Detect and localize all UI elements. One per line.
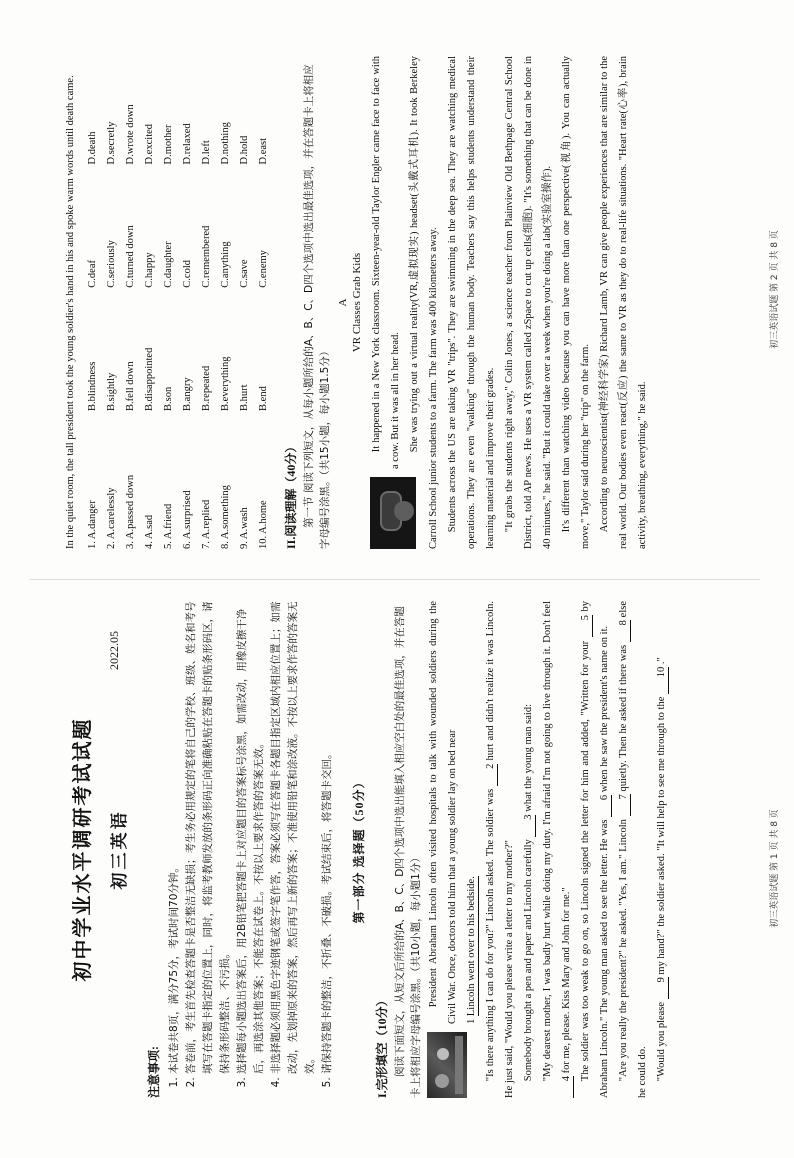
cloze-text: when he saw the president's name on it. — [599, 625, 610, 793]
option-cell: D.secretly — [106, 121, 117, 165]
notes-list — [166, 601, 336, 1098]
cloze-text: my hand?" the soldier asked. "It will help to see me through to the — [656, 696, 667, 975]
cloze-blank: 3 — [522, 815, 536, 837]
option-cell: C.deaf — [87, 260, 98, 288]
part-one-title: 第一部分 选择题（50分） — [352, 775, 366, 924]
cloze-paragraph — [462, 601, 481, 1098]
option-cell: 10. A.home — [258, 500, 269, 549]
option-cell: D.mother — [163, 124, 174, 165]
passage-a-paragraph: According to neuroscientist(神经科学家) Richard Lamb, VR can give people experiences that are similar to the real world. Our bodies even react(反应) the same to VR as they do to real-life situations. "Heart rate(心率), brain activity, breathing, everything," he said. — [599, 56, 648, 549]
option-cell: D.excited — [144, 123, 155, 165]
option-cell: 5. A.friend — [163, 503, 174, 549]
option-cell: B.fell down — [125, 361, 136, 411]
passage-a-paragraph: She was trying out a virtual reality(VR,虚拟现实) headset(头戴式耳机). It took Berkeley Carroll School junior students to a farm. The farm was 400 kilometers away. — [409, 56, 439, 549]
page-1-footer: 初三英语试题 第 1 页 共 8 页 — [770, 809, 780, 928]
option-cell: B.angry — [182, 377, 193, 411]
option-cell: C.cold — [182, 260, 193, 288]
option-cell: D.nothing — [220, 122, 231, 165]
passage-a-paragraph: "It grabs the students right away," Colin Jones, a science teacher from Plainview Old Bethpage Central School District, told AP news. He uses a VR system called zSpace to cut up cells(细胞). "It's something that can be done in 40 minutes," he said. "But it could take over a week when you're doing a lab(实验室操作). — [504, 56, 553, 549]
page-2-footer: 初三英语试题 第 2 页 共 8 页 — [770, 230, 780, 349]
option-cell: C.save — [239, 259, 250, 288]
option-cell: C.anything — [220, 241, 231, 288]
cloze-text: what the young man said: — [523, 703, 534, 812]
cloze-text: "Are you really the president?" he asked. "Yes, I am." Lincoln — [618, 819, 629, 1082]
option-row — [103, 56, 122, 549]
cloze-blank: Lincoln went over to his bedside. — [466, 876, 477, 1017]
passage-a-body — [367, 56, 652, 549]
cloze-section-heading: I.完形填空（10分） — [375, 994, 389, 1098]
note-item: 4. 非选择题必须用黑色字迹钢笔或签字笔作答，答案必须写在答题卡各题目指定区域内相应位置上；如需改动，先划掉原来的答案，然后再写上新的答案；不准使用铅笔和涂改液。不按以上要求作答的答案无效。 — [268, 601, 319, 1074]
option-cell: C.enemy — [258, 250, 269, 288]
option-row — [160, 56, 179, 549]
cloze-blank: 8 — [617, 620, 631, 642]
option-row — [141, 56, 160, 549]
option-cell: 2. A.carelessly — [106, 487, 117, 549]
cloze-body — [424, 601, 671, 1098]
cloze-paragraph — [519, 601, 538, 1098]
hospital-photo — [427, 1032, 467, 1098]
cloze-text: The soldier was too weak to go on, so Lincoln signed the letter for him and added, "Written for your — [580, 640, 591, 1082]
option-cell: 1. A.danger — [87, 500, 98, 549]
option-cell: 9. A.wash — [239, 507, 250, 549]
option-row — [198, 56, 217, 549]
cloze-text: President Abraham Lincoln often visited hospitals to talk with wounded soldiers during the Civil War. Once, doctors told him that a young soldier lay on bed near — [428, 601, 458, 1024]
option-row — [255, 56, 274, 549]
cloze-paragraph — [481, 601, 519, 1098]
option-cell: B.hurt — [239, 384, 250, 411]
option-cell: 7. A.replied — [201, 499, 212, 549]
cloze-blank: 7 — [617, 794, 631, 816]
cloze-text: 1 — [466, 1018, 477, 1024]
option-cell: D.wrote down — [125, 104, 136, 165]
option-cell: 3. A.passed down — [125, 474, 136, 549]
cloze-passage-end: In the quiet room, the tall president took the young soldier's hand in his and spoke warm words until death came. — [65, 75, 76, 549]
option-cell: B.son — [163, 386, 174, 411]
option-cell: C.happy — [144, 252, 155, 288]
cloze-text: quietly. Then he asked if there was — [618, 644, 629, 792]
cloze-text: "My dearest mother, I was badly hurt while doing my duty. I'm afraid I'm not going to live through it. Don't feel — [542, 601, 553, 1082]
note-item: 1. 本试卷共8页，满分75分，考试时间70分钟。 — [166, 601, 183, 1074]
cloze-text: "Is there anything I can do for you?" Lincoln asked. The soldier was — [485, 788, 496, 1082]
passage-a-title: VR Classes Grab Kids — [351, 252, 363, 353]
cloze-paragraph — [424, 601, 462, 1098]
option-cell: C.seriously — [106, 240, 117, 288]
passage-a-mark: A — [337, 298, 349, 307]
passage-a-paragraph: It happened in a New York classroom. Sixteen-year-old Taylor Engler came face to face with a cow. But it was all in her head. — [371, 56, 401, 469]
option-cell: C.daughter — [163, 241, 174, 288]
cloze-blank: 2 — [484, 764, 498, 786]
passage-a — [367, 56, 652, 549]
reading-instructions: 第一节 阅读下列短文，从每小题所给的A、B、C、D四个选项中选出最佳选项，并在答题卡上将相应字母编号涂黑。（共15小题，每小题1.5分） — [303, 64, 331, 549]
photo-head — [394, 501, 414, 521]
photo-bed — [455, 1036, 463, 1094]
option-cell: B.blindness — [87, 361, 98, 411]
cloze-instructions: 阅读下面短文，从短文后所给的A、B、C、D四个选项中选出能填入相应空白处的最佳选项，并在答题卡上将相应字母编号涂黑。（共10小题，每小题1分） — [394, 606, 422, 1098]
option-cell: D.left — [201, 140, 212, 165]
cloze-blank: 4 — [560, 1076, 574, 1098]
passage-a-paragraph: Students across the US are taking VR "trips". They are swimming in the deep sea. They are watching medical operations. They are even "walking" through the human body. Teachers say this helps students understand their learning material and improve their grades. — [447, 56, 496, 549]
option-cell: B.sightly — [106, 372, 117, 411]
cloze-text: Somebody brought a pen and paper and Lincoln carefully — [523, 839, 534, 1082]
exam-title: 初中学业水平调研考试试题 — [72, 717, 94, 982]
cloze-paragraph — [614, 601, 652, 1098]
notes-heading: 注意事项: — [147, 1046, 161, 1098]
option-cell: B.repeated — [201, 365, 212, 411]
note-item: 3. 选择题每小题选出答案后，用2B铅笔把答题卡上对应题目的答案标号涂黑，如需改动，用橡皮擦干净后，再选涂其他答案；不能答在试卷上。不按以上要求作答的答案无效。 — [234, 601, 268, 1074]
cloze-paragraph — [652, 601, 671, 1098]
cloze-blank: 6 — [598, 795, 612, 817]
option-cell: D.east — [258, 137, 269, 165]
option-row — [179, 56, 198, 549]
option-row — [236, 56, 255, 549]
option-cell: 8. A.something — [220, 485, 231, 549]
cloze-paragraph — [538, 601, 576, 1098]
cloze-blank: 9 — [655, 977, 669, 999]
option-cell: C.turned down — [125, 225, 136, 288]
cloze-blank: 10 — [655, 667, 669, 694]
exam-page-1 — [0, 579, 794, 1158]
option-cell: B.everything — [220, 356, 231, 411]
option-row — [84, 56, 103, 549]
cloze-paragraph — [576, 601, 614, 1098]
cloze-options-table — [84, 56, 274, 549]
option-cell: B.end — [258, 386, 269, 411]
vr-headset-photo — [370, 477, 416, 549]
cloze-text: "Would you please — [656, 1001, 667, 1082]
cloze-text: else he could do. — [618, 600, 648, 1098]
option-cell: B.disappointed — [144, 347, 155, 411]
cloze-text: for me, please. Kiss Mary and John for me." — [561, 887, 572, 1074]
cloze-text: by Abraham Lincoln." The young man asked to see the letter. He was — [580, 601, 610, 1098]
subject-title: 初三英语 — [110, 809, 129, 890]
cloze-blank: 5 — [579, 615, 593, 637]
cloze-passage — [424, 601, 671, 1098]
option-cell: D.hold — [239, 135, 250, 165]
passage-a-paragraph: It's different than watching video because you can have more than one perspective(视角). You can actually move," Taylor said during her "trip" on the farm. — [561, 56, 591, 549]
note-item: 5. 请保持答题卡的整洁，不折叠、不破损。考试结束后，将答题卡交回。 — [319, 601, 336, 1074]
option-cell: 4. A.sad — [144, 514, 155, 549]
cloze-text: hurt and didn't realize it was Lincoln. He just said, "Would you please write a letter to my mother?" — [485, 601, 515, 1098]
option-cell: C.remembered — [201, 225, 212, 288]
option-cell: D.death — [87, 131, 98, 165]
exam-date: 2022.05 — [107, 631, 121, 670]
note-item: 2. 答卷前，考生首先检查答题卡是否整洁无缺损；考生务必用规定的笔将自己的学校、班级、姓名和考号填写在答题卡指定的位置上，同时，将监考教师发放的条形码正向准确粘贴在答题卡的贴条形码区，请保持条形码整洁、不污损。 — [183, 601, 234, 1074]
option-cell: 6. A.surprised — [182, 490, 193, 549]
subject-row — [105, 601, 131, 1098]
option-row — [217, 56, 236, 549]
page-fold-line — [30, 579, 760, 580]
reading-section-heading: II.阅读理解（40分） — [284, 440, 298, 549]
photo-figure — [435, 1074, 449, 1088]
photo-figure — [437, 1048, 449, 1060]
option-row — [122, 56, 141, 549]
option-cell: D.relaxed — [182, 123, 193, 165]
cloze-text: ." — [656, 657, 667, 665]
